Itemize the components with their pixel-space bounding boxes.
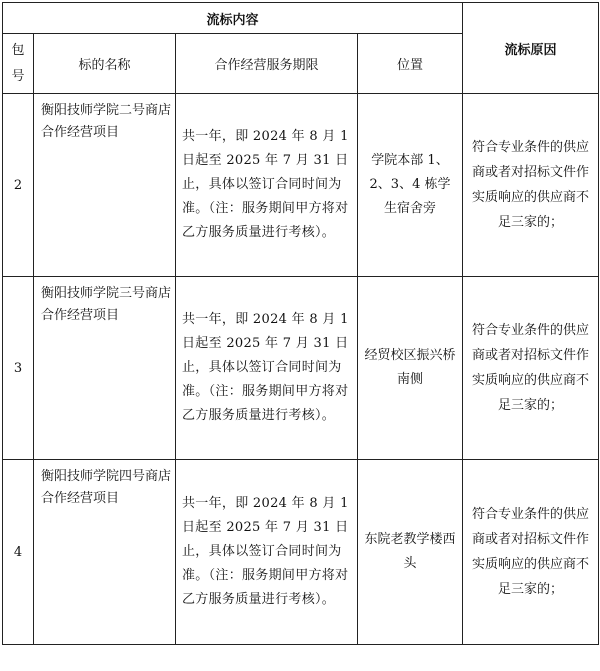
header-service-period: 合作经营服务期限: [176, 34, 358, 94]
cell-package-number: 3: [3, 277, 34, 460]
cell-service-period: 共一年，即 2024 年 8 月 1 日起至 2025 年 7 月 31 日止，具体以签订合同时间为准。（注：服务期间甲方将对乙方服务质量进行考核）。: [176, 460, 358, 645]
cell-item-name: 衡阳技师学院四号商店合作经营项目: [34, 460, 176, 645]
table-header-row: [3, 3, 599, 34]
header-location: 位置: [358, 34, 463, 94]
cell-service-period: 共一年，即 2024 年 8 月 1 日起至 2025 年 7 月 31 日止，具体以签订合同时间为准。（注：服务期间甲方将对乙方服务质量进行考核）。: [176, 277, 358, 460]
header-package-char2: 号: [11, 68, 25, 84]
cell-location: 经贸校区振兴桥南侧: [358, 277, 463, 460]
cell-failed-reason: 符合专业条件的供应商或者对招标文件作实质响应的供应商不足三家的；: [463, 94, 599, 277]
cell-location: 学院本部 1、2、3、4 栋学生宿舍旁: [358, 94, 463, 277]
table-row: [3, 460, 599, 645]
header-package-number: [3, 34, 34, 94]
table-row: [3, 277, 599, 460]
cell-item-name: 衡阳技师学院二号商店合作经营项目: [34, 94, 176, 277]
cell-failed-reason: 符合专业条件的供应商或者对招标文件作实质响应的供应商不足三家的；: [463, 460, 599, 645]
cell-package-number: 2: [3, 94, 34, 277]
header-failed-reason: 流标原因: [463, 3, 599, 94]
cell-service-period: 共一年，即 2024 年 8 月 1 日起至 2025 年 7 月 31 日止，具体以签订合同时间为准。（注：服务期间甲方将对乙方服务质量进行考核）。: [176, 94, 358, 277]
header-package-char1: 包: [11, 42, 25, 58]
cell-item-name: 衡阳技师学院三号商店合作经营项目: [34, 277, 176, 460]
header-failed-content: 流标内容: [3, 3, 463, 34]
cell-package-number: 4: [3, 460, 34, 645]
cell-location: 东院老教学楼西头: [358, 460, 463, 645]
table-row: [3, 94, 599, 277]
cell-failed-reason: 符合专业条件的供应商或者对招标文件作实质响应的供应商不足三家的；: [463, 277, 599, 460]
failed-bid-table: [2, 2, 599, 645]
header-item-name: 标的名称: [34, 34, 176, 94]
